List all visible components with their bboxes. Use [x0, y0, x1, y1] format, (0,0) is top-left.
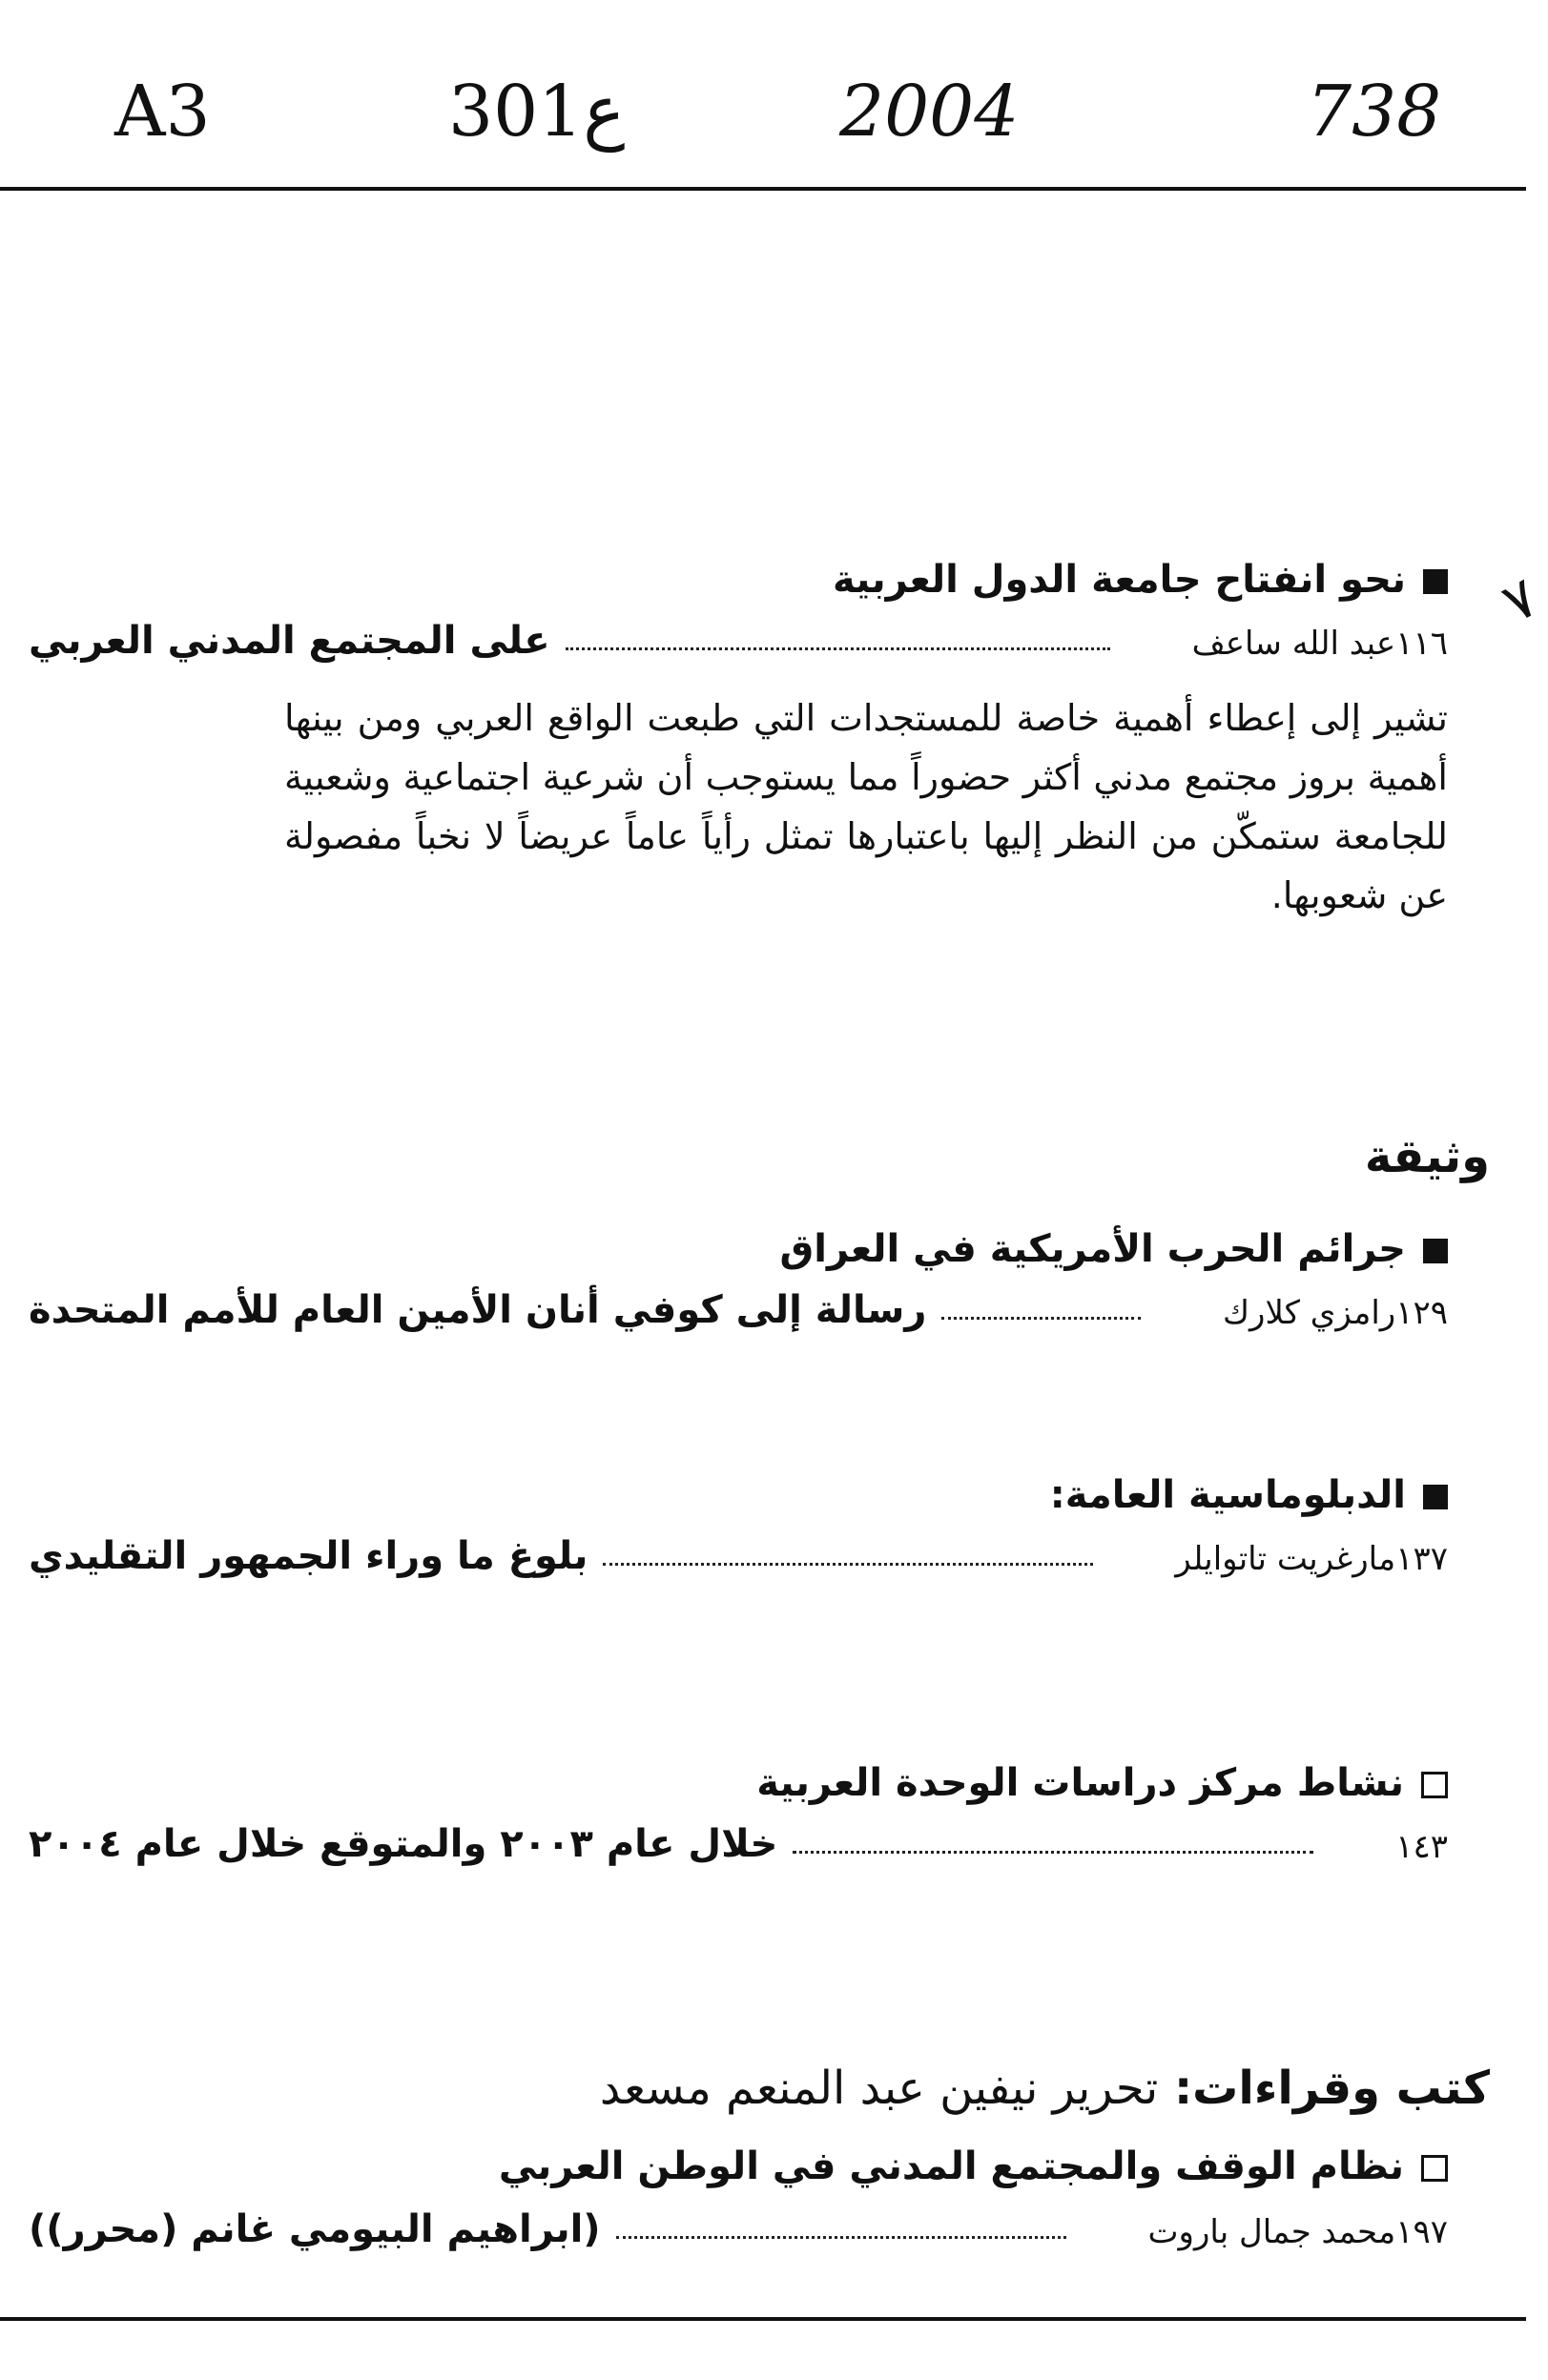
section-heading-document: وثيقة — [1364, 1130, 1490, 1183]
entry-title-text: نشاط مركز دراسات الوحدة العربية — [756, 1761, 1404, 1805]
books-editor: تحرير نيفين عبد المنعم مسعد — [599, 2062, 1159, 2115]
toc-row — [29, 1806, 1448, 1866]
entry-title — [498, 2144, 1448, 2188]
entry-abstract: تشير إلى إعطاء أهمية خاصة للمستجدات التي طبعت الواقع العربي ومن بينها أهمية بروز مجتمع مدني أكثر حضوراً مما يستوجب أن شرعية اجتماعية وشعبية للجامعة ستمكّن من النظر إليها باعتبارها تمثل رأياً عاماً عريضاً لا نخباً مفصولة عن شعوبها. — [284, 697, 1448, 916]
entry-subtitle: (ابراهيم البيومي غانم (محرر)) — [29, 2207, 601, 2251]
toc-row — [29, 1272, 1448, 1332]
entry-subtitle: خلال عام ٢٠٠٣ والمتوقع خلال عام ٢٠٠٤ — [29, 1822, 778, 1866]
entry-page-number: ١٣٧ — [1395, 1540, 1448, 1578]
leader-dots — [566, 647, 1110, 650]
handwritten-code-301: 301ع — [448, 71, 626, 153]
leader-dots — [941, 1317, 1141, 1320]
entry-subtitle: رسالة إلى كوفي أنان الأمين العام للأمم المتحدة — [29, 1288, 927, 1332]
entry-title-text: جرائم الحرب الأمريكية في العراق — [779, 1227, 1406, 1271]
handwritten-code-a3: A3 — [114, 71, 211, 153]
books-label: كتب وقراءات: — [1173, 2062, 1490, 2115]
entry-title-text: الدبلوماسية العامة: — [1049, 1473, 1406, 1517]
toc-row — [29, 1518, 1448, 1578]
entry-page-number: ١١٦ — [1395, 625, 1448, 663]
toc-row — [29, 603, 1448, 663]
entry-page-number: ١٢٩ — [1395, 1294, 1448, 1332]
entry-author: محمد جمال باروت — [1147, 2213, 1396, 2251]
section-heading-books — [600, 2062, 1490, 2115]
entry-author: رامزي كلارك — [1223, 1294, 1396, 1332]
leader-dots — [603, 1563, 1093, 1566]
top-rule — [0, 187, 1526, 191]
leader-dots — [793, 1851, 1313, 1854]
bottom-rule — [0, 2317, 1526, 2321]
entry-author: مارغريت تاتوايلر — [1175, 1540, 1396, 1578]
entry-title-text: نحو انفتاح جامعة الدول العربية — [833, 558, 1406, 602]
entry-subtitle: على المجتمع المدني العربي — [29, 619, 550, 663]
handwritten-number: 738 — [1307, 71, 1442, 153]
filled-square-bullet-icon — [1423, 1239, 1448, 1263]
hollow-square-bullet-icon — [1421, 1772, 1448, 1798]
filled-square-bullet-icon — [1423, 1485, 1448, 1509]
handwritten-year: 2004 — [839, 71, 1020, 153]
entry-author: عبد الله ساعف — [1191, 625, 1396, 663]
entry-title — [1049, 1473, 1448, 1517]
entry-subtitle: بلوغ ما وراء الجمهور التقليدي — [29, 1534, 588, 1578]
toc-row — [29, 2191, 1448, 2251]
entry-title — [756, 1761, 1448, 1805]
filled-square-bullet-icon — [1423, 569, 1448, 594]
entry-title — [779, 1227, 1448, 1271]
entry-title — [833, 558, 1448, 602]
margin-page-mark: ٧ — [1491, 564, 1548, 636]
entry-title-text: نظام الوقف والمجتمع المدني في الوطن العربي — [498, 2144, 1404, 2188]
entry-page-number: ١٤٣ — [1395, 1828, 1448, 1866]
leader-dots — [616, 2236, 1066, 2239]
entry-page-number: ١٩٧ — [1395, 2213, 1448, 2251]
hollow-square-bullet-icon — [1421, 2155, 1448, 2182]
